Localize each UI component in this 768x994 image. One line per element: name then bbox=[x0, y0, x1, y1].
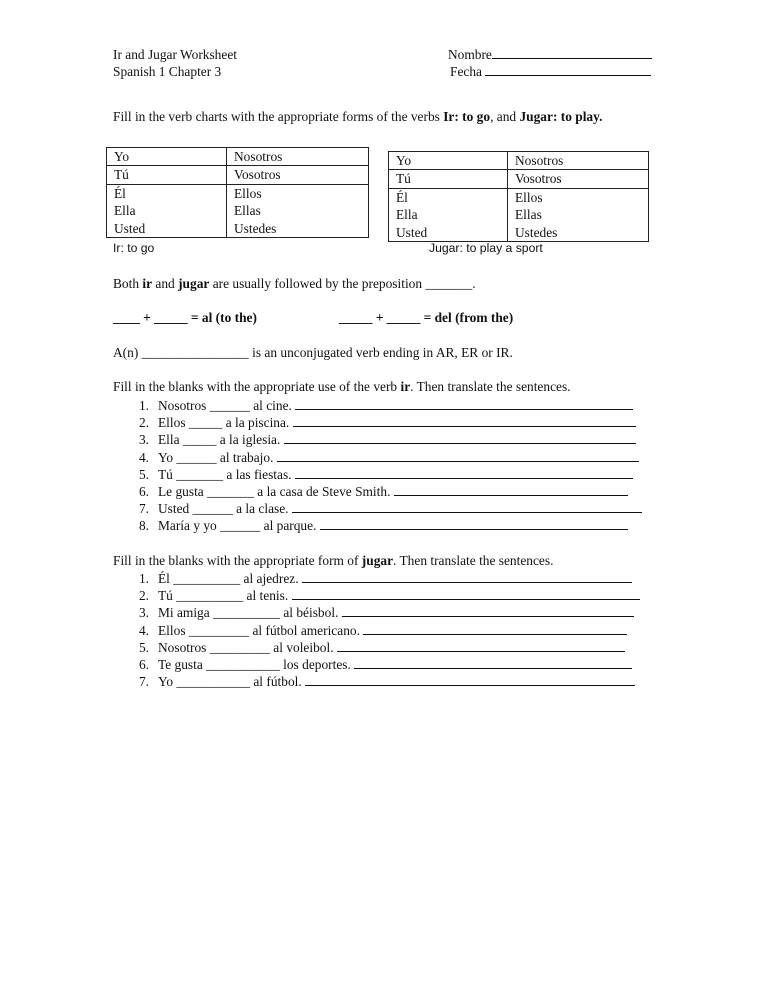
chart-cell[interactable]: Él bbox=[389, 188, 508, 206]
item-text: Yo ___________ al fútbol. bbox=[158, 674, 306, 690]
item-text: Mi amiga __________ al béisbol. bbox=[158, 605, 342, 621]
prep-jugar: jugar bbox=[178, 276, 210, 291]
chart-cell[interactable]: Nosotros bbox=[508, 152, 649, 170]
name-blank[interactable] bbox=[492, 47, 652, 59]
chart-cell[interactable]: Ustedes bbox=[508, 224, 649, 242]
chart-cell[interactable]: Yo bbox=[389, 152, 508, 170]
item-number: 4. bbox=[138, 449, 149, 465]
prep-ir: ir bbox=[142, 276, 153, 291]
item-text: Ellos _________ al fútbol americano. bbox=[158, 622, 364, 638]
item-text: Nosotros ______ al cine. bbox=[158, 398, 296, 413]
chart-cell[interactable]: Ellas bbox=[227, 202, 369, 219]
chart-jugar-caption: Jugar: to play a sport bbox=[429, 241, 543, 255]
item-text: Yo ______ al trabajo. bbox=[158, 449, 277, 465]
instr-text: Fill in the verb charts with the appropriate forms of the verbs bbox=[113, 109, 444, 124]
item-text: Ella _____ a la iglesia. bbox=[158, 432, 284, 448]
translation-blank[interactable] bbox=[320, 518, 628, 530]
list-item bbox=[113, 397, 642, 414]
contraction-al: ____ + _____ = al (to the) bbox=[113, 310, 257, 325]
item-text: María y yo ______ al parque. bbox=[158, 518, 320, 534]
chart-cell[interactable]: Ellas bbox=[508, 206, 649, 223]
list-item bbox=[113, 570, 640, 587]
item-number: 5. bbox=[138, 466, 149, 482]
list-item bbox=[113, 517, 642, 534]
list-item bbox=[113, 414, 642, 431]
item-number: 2. bbox=[138, 588, 149, 604]
list-item bbox=[113, 639, 640, 656]
item-text: Ellos _____ a la piscina. bbox=[158, 415, 293, 431]
chart-cell[interactable]: Usted bbox=[107, 220, 227, 238]
item-number: 6. bbox=[138, 656, 149, 672]
translation-blank[interactable] bbox=[293, 415, 636, 427]
worksheet-title: Ir and Jugar Worksheet bbox=[113, 47, 237, 62]
list-item bbox=[113, 431, 642, 448]
chart-cell[interactable]: Ellos bbox=[227, 184, 369, 202]
name-label: Nombre bbox=[448, 47, 492, 62]
translation-blank[interactable] bbox=[295, 398, 633, 410]
chart-cell[interactable]: Usted bbox=[389, 224, 508, 242]
chart-cell[interactable]: Él bbox=[107, 184, 227, 202]
item-text: Tú __________ al tenis. bbox=[158, 588, 292, 604]
item-number: 4. bbox=[138, 622, 149, 638]
translation-blank[interactable] bbox=[337, 640, 625, 652]
item-number: 3. bbox=[138, 605, 149, 621]
chart-cell[interactable]: Ella bbox=[107, 202, 227, 219]
jugar-sentence-list bbox=[113, 570, 640, 690]
date-blank[interactable] bbox=[485, 64, 651, 76]
chart-ir-caption: Ir: to go bbox=[113, 241, 155, 255]
item-text: Le gusta _______ a la casa de Steve Smith. bbox=[158, 483, 394, 499]
item-text: Tú _______ a las fiestas. bbox=[158, 466, 295, 482]
item-number: 7. bbox=[138, 674, 149, 690]
preposition-question bbox=[113, 276, 476, 292]
translation-blank[interactable] bbox=[354, 657, 632, 669]
worksheet-subtitle: Spanish 1 Chapter 3 bbox=[113, 64, 222, 79]
name-field[interactable] bbox=[448, 46, 652, 63]
instr-text-mid: , and bbox=[490, 109, 520, 124]
jugar-instructions bbox=[113, 553, 553, 569]
chart-cell[interactable]: Vosotros bbox=[508, 170, 649, 188]
ir-instr-post: . Then translate the sentences. bbox=[410, 379, 571, 394]
prep-post: are usually followed by the preposition _______. bbox=[209, 276, 476, 291]
ir-instr-verb: ir bbox=[400, 379, 411, 394]
list-item bbox=[113, 622, 640, 639]
ir-instr-text: Fill in the blanks with the appropriate use of the verb bbox=[113, 379, 401, 394]
item-text: Él __________ al ajedrez. bbox=[158, 571, 302, 586]
date-field[interactable] bbox=[450, 63, 651, 80]
chart-cell[interactable]: Ustedes bbox=[227, 220, 369, 238]
item-number: 3. bbox=[138, 432, 149, 448]
list-item bbox=[113, 466, 642, 483]
infinitive-question: A(n) ________________ is an unconjugated verb ending in AR, ER or IR. bbox=[113, 345, 513, 360]
chart-cell[interactable]: Yo bbox=[107, 148, 227, 166]
chart-jugar bbox=[388, 151, 649, 242]
prep-text: Both bbox=[113, 276, 143, 291]
instr-verb-ir: Ir: to go bbox=[443, 109, 491, 124]
contraction-del: _____ + _____ = del (from the) bbox=[339, 310, 514, 325]
translation-blank[interactable] bbox=[292, 588, 640, 600]
translation-blank[interactable] bbox=[363, 623, 627, 635]
item-number: 6. bbox=[138, 483, 149, 499]
translation-blank[interactable] bbox=[295, 467, 633, 479]
translation-blank[interactable] bbox=[284, 432, 636, 444]
date-label: Fecha bbox=[450, 64, 482, 79]
list-item bbox=[113, 656, 640, 673]
jugar-instr-post: . Then translate the sentences. bbox=[393, 553, 554, 568]
chart-ir bbox=[106, 147, 369, 238]
translation-blank[interactable] bbox=[277, 450, 639, 462]
list-item bbox=[113, 673, 640, 690]
item-text: Te gusta ___________ los deportes. bbox=[158, 656, 355, 672]
translation-blank[interactable] bbox=[305, 674, 635, 686]
chart-cell[interactable]: Vosotros bbox=[227, 166, 369, 184]
prep-and: and bbox=[152, 276, 179, 291]
item-number: 2. bbox=[138, 415, 149, 431]
item-text: Usted ______ a la clase. bbox=[158, 501, 292, 517]
item-number: 8. bbox=[138, 518, 149, 534]
chart-cell[interactable]: Nosotros bbox=[227, 148, 369, 166]
ir-instructions bbox=[113, 379, 571, 395]
list-item bbox=[113, 500, 642, 517]
translation-blank[interactable] bbox=[342, 605, 634, 617]
jugar-instr-verb: jugar bbox=[361, 553, 394, 568]
chart-cell[interactable]: Ella bbox=[389, 206, 508, 223]
translation-blank[interactable] bbox=[292, 501, 642, 513]
jugar-instr-text: Fill in the blanks with the appropriate form of bbox=[113, 553, 362, 568]
item-number: 1. bbox=[138, 398, 149, 413]
list-item bbox=[113, 604, 640, 621]
list-item bbox=[113, 449, 642, 466]
instr-verb-jugar: Jugar: to play. bbox=[519, 109, 603, 124]
ir-sentence-list bbox=[113, 397, 642, 535]
list-item bbox=[113, 483, 642, 500]
chart-cell[interactable]: Ellos bbox=[508, 188, 649, 206]
chart-instructions bbox=[113, 108, 643, 125]
chart-cell[interactable]: Tú bbox=[389, 170, 508, 188]
list-item bbox=[113, 587, 640, 604]
translation-blank[interactable] bbox=[394, 484, 628, 496]
item-number: 7. bbox=[138, 501, 149, 517]
translation-blank[interactable] bbox=[302, 571, 632, 583]
item-text: Nosotros _________ al voleibol. bbox=[158, 639, 337, 655]
item-number: 5. bbox=[138, 639, 149, 655]
chart-cell[interactable]: Tú bbox=[107, 166, 227, 184]
item-number: 1. bbox=[138, 571, 149, 586]
